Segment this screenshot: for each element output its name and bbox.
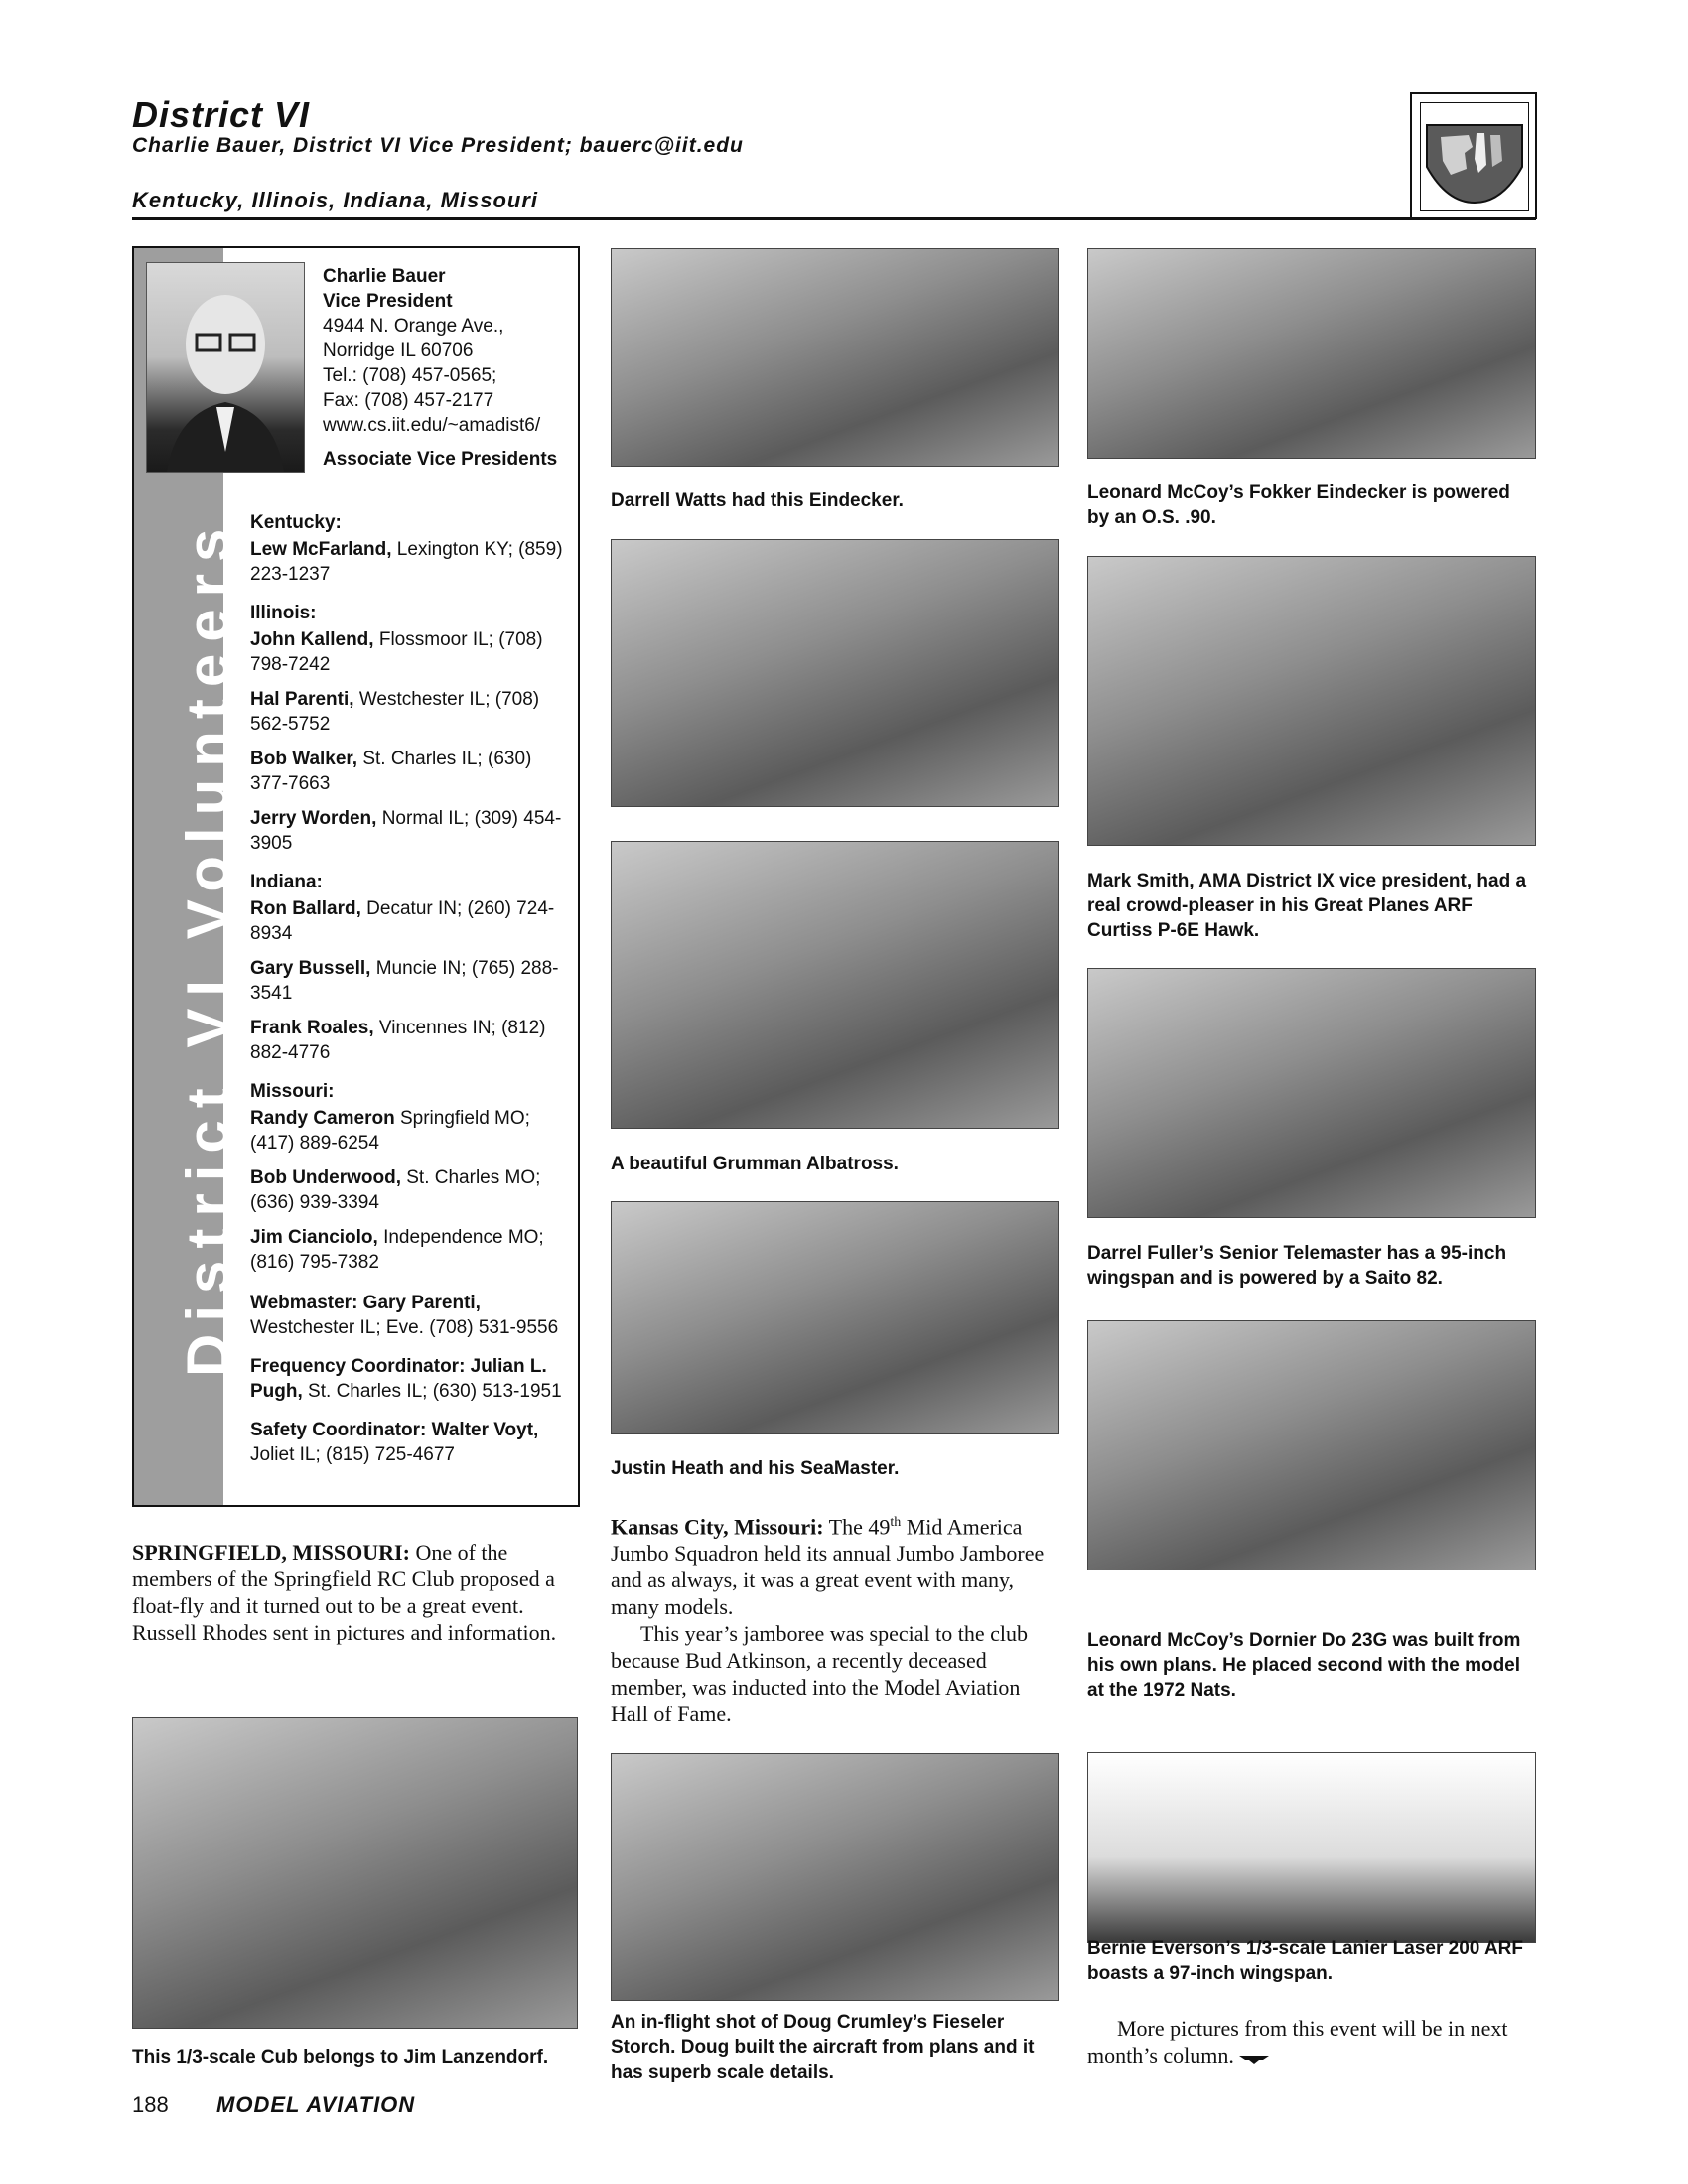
vp-address-2: Norridge IL 60706 <box>323 341 474 361</box>
vp-tel: Tel.: (708) 457-0565; <box>323 365 497 386</box>
volunteer-detail: Muncie IN; (765) 288-3541 <box>250 958 559 1004</box>
volunteer-name: Jim Cianciolo, <box>250 1227 378 1248</box>
list-item <box>250 896 566 946</box>
article-lead: SPRINGFIELD, MISSOURI: <box>132 1540 410 1565</box>
district-logo-frame <box>1420 102 1529 211</box>
list-item <box>250 806 566 856</box>
list-item <box>250 627 566 677</box>
photo-p6e-hawk <box>1087 556 1536 846</box>
volunteer-detail: Normal IL; (309) 454-3905 <box>250 808 562 854</box>
list-item <box>250 747 566 796</box>
assoc-heading <box>323 447 571 472</box>
volunteer-detail: St. Charles MO; (636) 939-3394 <box>250 1167 541 1213</box>
magazine-name: MODEL AVIATION <box>216 2092 416 2116</box>
list-item <box>250 1016 566 1065</box>
volunteers-sidebar <box>132 246 580 1507</box>
role-title: Safety Coordinator: Walter Voyt, <box>250 1420 539 1440</box>
photo-laser-200 <box>1087 1752 1536 1943</box>
caption-fraction: 1/3 <box>176 2047 203 2068</box>
caption-mccoy-fokker: Leonard McCoy’s Fokker Eindecker is powered by an O.S. .90. <box>1087 482 1510 528</box>
photo-seamaster <box>611 1201 1059 1434</box>
vp-website-link[interactable]: www.cs.iit.edu/~amadist6/ <box>323 415 541 436</box>
region-heading: Indiana: <box>250 872 323 892</box>
article-body: The 49 <box>823 1514 891 1540</box>
header-rule <box>132 217 1536 220</box>
vp-fax: Fax: (708) 457-2177 <box>323 390 494 411</box>
photo-telemaster <box>1087 968 1536 1218</box>
caption-everson <box>1087 1936 1534 1985</box>
volunteer-name: Randy Cameron <box>250 1108 395 1129</box>
list-item <box>250 1354 566 1404</box>
vp-name: Charlie Bauer <box>323 266 446 287</box>
caption-cub <box>132 2045 589 2070</box>
region-heading: Missouri: <box>250 1081 335 1102</box>
person-icon <box>147 263 304 472</box>
caption-fraction: 1/3 <box>1245 1938 1273 1959</box>
caption-text: Bernie Everson’s <box>1087 1938 1246 1959</box>
vp-address-1: 4944 N. Orange Ave., <box>323 316 504 337</box>
article-lead: Kansas City, Missouri: <box>611 1514 824 1540</box>
list-item <box>250 1291 566 1340</box>
page-title: District VI <box>132 94 311 135</box>
list-item <box>250 537 566 587</box>
photo-cub <box>132 1717 578 2029</box>
region-heading: Illinois: <box>250 603 317 623</box>
vp-contact <box>323 264 571 438</box>
role-title: Frequency Coordinator: Julian L. Pugh, <box>250 1356 547 1402</box>
volunteer-name: Gary Bussell, <box>250 958 371 979</box>
photo-albatross <box>611 841 1059 1129</box>
vp-role: Vice President <box>323 291 453 312</box>
volunteer-list <box>250 510 566 1477</box>
caption-text: -scale Lanier Laser 200 ARF boasts a 97-inch wingspan. <box>1087 1938 1523 1983</box>
photo-fokker <box>1087 248 1536 459</box>
district-states: Kentucky, Illinois, Indiana, Missouri <box>132 188 539 212</box>
district-logo <box>1410 92 1537 219</box>
caption-albatross: A beautiful Grumman Albatross. <box>611 1154 899 1174</box>
caption-fuller: Darrel Fuller’s Senior Telemaster has a 95-inch wingspan and is powered by a Saito 82. <box>1087 1243 1507 1289</box>
photo-group <box>611 539 1059 807</box>
list-item <box>250 1106 566 1156</box>
volunteer-name: Jerry Worden, <box>250 808 377 829</box>
volunteer-detail: Independence MO; (816) 795-7382 <box>250 1227 544 1273</box>
volunteer-detail: Lexington KY; (859) 223-1237 <box>250 539 563 585</box>
volunteer-detail: Decatur IN; (260) 724-8934 <box>250 898 555 944</box>
vp-portrait-photo <box>146 262 305 473</box>
volunteer-detail: St. Charles IL; (630) 377-7663 <box>250 749 532 794</box>
caption-mark-smith: Mark Smith, AMA District IX vice president, had a real crowd-pleaser in his Great Planes ARF Curtiss P-6E Hawk. <box>1087 871 1527 941</box>
list-item <box>250 1165 566 1215</box>
photo-eindecker-watts <box>611 248 1059 467</box>
closing-text: More pictures from this event will be in next month’s column. <box>1087 2016 1508 2068</box>
role-detail: Joliet IL; (815) 725-4677 <box>250 1444 455 1465</box>
kc-paragraph-1 <box>611 1509 1057 1620</box>
volunteer-detail: Vincennes IN; (812) 882-4776 <box>250 1018 546 1063</box>
list-item <box>250 1418 566 1467</box>
caption-darrell-watts: Darrell Watts had this Eindecker. <box>611 490 904 511</box>
volunteer-name: John Kallend, <box>250 629 374 650</box>
assoc-heading-text: Associate Vice Presidents <box>323 449 558 470</box>
sidebar-vertical-title: District VI Volunteers <box>175 516 241 1377</box>
role-detail: St. Charles IL; (630) 513-1951 <box>302 1381 562 1402</box>
volunteer-name: Hal Parenti, <box>250 689 354 710</box>
caption-text: This <box>132 2047 177 2068</box>
region-heading: Kentucky: <box>250 512 342 533</box>
caption-dornier: Leonard McCoy’s Dornier Do 23G was built from his own plans. He placed second with the model at the 1972 Nats. <box>1087 1630 1521 1701</box>
volunteer-name: Ron Ballard, <box>250 898 361 919</box>
caption-text: -scale Cub belongs to Jim Lanzendorf. <box>202 2047 549 2068</box>
district-map-icon <box>1421 103 1528 210</box>
list-item <box>250 687 566 737</box>
page-number: 188 <box>132 2092 169 2116</box>
caption-justin: Justin Heath and his SeaMaster. <box>611 1458 900 1479</box>
volunteer-name: Bob Underwood, <box>250 1167 401 1188</box>
volunteer-detail: Springfield MO; (417) 889-6254 <box>250 1108 530 1154</box>
volunteer-detail: Westchester IL; (708) 562-5752 <box>250 689 540 735</box>
article-body: One of the members of the Springfield RC Club proposed a float-fly and it turned out to be a great event. Russell Rhodes sent in pictures and information. <box>132 1540 557 1645</box>
list-item <box>250 956 566 1006</box>
role-detail: Westchester IL; Eve. (708) 531-9556 <box>250 1317 559 1338</box>
volunteer-name: Bob Walker, <box>250 749 358 769</box>
role-title: Webmaster: Gary Parenti, <box>250 1293 481 1313</box>
page-subtitle: Charlie Bauer, District VI Vice President; bauerc@iit.edu <box>132 134 744 157</box>
photo-dornier <box>1087 1320 1536 1570</box>
volunteer-name: Frank Roales, <box>250 1018 374 1038</box>
photo-storch <box>611 1753 1059 2001</box>
ordinal-suffix: th <box>890 1515 902 1530</box>
closing-paragraph <box>1087 2015 1534 2069</box>
springfield-article <box>132 1539 576 1646</box>
kc-paragraph-2: This year’s jamboree was special to the club because Bud Atkinson, a recently deceased member, was inducted into the Model Aviation Hall of Fame. <box>611 1621 1028 1727</box>
volunteer-detail: Flossmoor IL; (708) 798-7242 <box>250 629 543 675</box>
caption-storch: An in-flight shot of Doug Crumley’s Fieseler Storch. Doug built the aircraft from plans and it has superb scale details. <box>611 2012 1035 2083</box>
list-item <box>250 1225 566 1275</box>
volunteer-name: Lew McFarland, <box>250 539 392 560</box>
kansas-city-article <box>611 1509 1057 1727</box>
article-body: Mid America Jumbo Squadron held its annual Jumbo Jamboree and as always, it was a great event with many, many models. <box>611 1514 1045 1620</box>
ama-logo-icon <box>1239 2052 1269 2064</box>
